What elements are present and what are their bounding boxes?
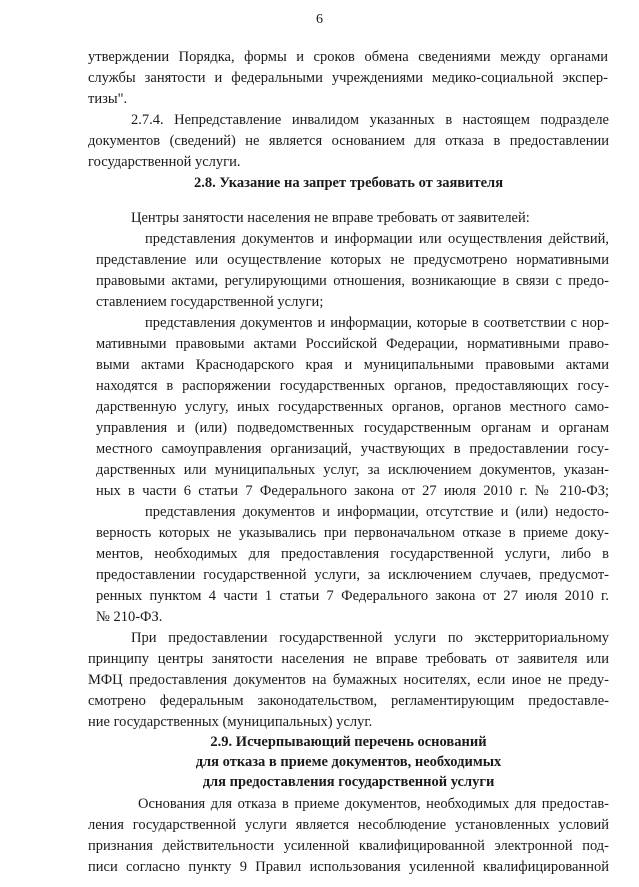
text-line: представления документов и информации, которые в соответствии с нор- [145, 315, 609, 331]
text-line: выми актами Краснодарского края и муниципальными правовыми актами [96, 357, 609, 373]
text-line: 2.7.4. Непредставление инвалидом указанных в настоящем подразделе [131, 112, 609, 128]
text-line: представление или осуществление которых не предусмотрено нормативными [96, 252, 609, 268]
text-line: представления документов и информации или осуществления действий, [145, 231, 609, 247]
text-line: тизы". [88, 91, 128, 107]
text-line: Центры занятости населения не вправе требовать от заявителей: [131, 210, 530, 226]
text-line: утверждении Порядка, формы и сроков обмена сведениями между органами [88, 49, 608, 65]
text-line: документов (сведений) не является основанием для отказа в предоставлении [88, 133, 609, 149]
text-line: ставлением государственной услуги; [96, 294, 324, 310]
text-line: местного самоуправления организаций, участвующих в предоставлении госу- [96, 441, 609, 457]
text-line: предоставлении государственной услуги, за исключением случаев, предусмот- [96, 567, 609, 583]
text-line: принципу центры занятости населения не вправе требовать от заявителя или [88, 651, 609, 667]
section-heading: для предоставления государственной услуги [202, 774, 495, 790]
text-line: государственной услуги. [88, 154, 241, 170]
text-line: смотрено федеральным законодательством, регламентирующим предоставле- [88, 693, 609, 709]
text-line: управления и (или) подведомственных государственным органам и органам [96, 420, 609, 436]
text-line: дарственную услугу, иных государственных органов, органов местного само- [96, 399, 609, 415]
text-line: находятся в распоряжении государственных органов, предоставляющих госу- [96, 378, 609, 394]
text-line: мативными правовыми актами Российской Федерации, нормативными право- [96, 336, 609, 352]
text-line: При предоставлении государственной услуги по экстерриториальному [131, 630, 609, 646]
text-line: Основания для отказа в приеме документов, необходимых для предостав- [138, 796, 609, 812]
text-line: № 210-ФЗ. [96, 609, 163, 625]
text-line: МФЦ предоставления документов на бумажных носителях, если иное не преду- [88, 672, 609, 688]
text-line: представления документов и информации, отсутствие и (или) недосто- [145, 504, 609, 520]
text-line: признания действительности усиленной квалифицированной электронной под- [88, 838, 609, 854]
text-line: писи согласно пункту 9 Правил использования усиленной квалифицированной [88, 859, 609, 875]
text-line: ренных пунктом 4 части 1 статьи 7 Федерального закона от 27 июля 2010 г. [96, 588, 609, 604]
text-line: ние государственных (муниципальных) услуг. [88, 714, 373, 730]
text-line: ментов, необходимых для предоставления государственной услуги, либо в [96, 546, 609, 562]
text-line: дарственных или муниципальных услуг, за исключением документов, указан- [96, 462, 609, 478]
page-number: 6 [316, 12, 323, 27]
text-line: ления государственной услуги является несоблюдение установленных условий [88, 817, 609, 833]
text-line: ных в части 6 статьи 7 Федерального закона от 27 июля 2010 г. № 210-ФЗ; [96, 483, 609, 499]
text-line: правовыми актами, регулирующими отношения, возникающие в связи с предо- [96, 273, 609, 289]
text-line: службы занятости и федеральными учреждениями медико-социальной экспер- [88, 70, 608, 86]
section-heading: для отказа в приеме документов, необходимых [195, 754, 502, 770]
section-heading: 2.9. Исчерпывающий перечень оснований [210, 734, 487, 750]
text-line: верность которых не указывались при первоначальном отказе в приеме доку- [96, 525, 609, 541]
section-heading: 2.8. Указание на запрет требовать от заявителя [193, 175, 504, 191]
